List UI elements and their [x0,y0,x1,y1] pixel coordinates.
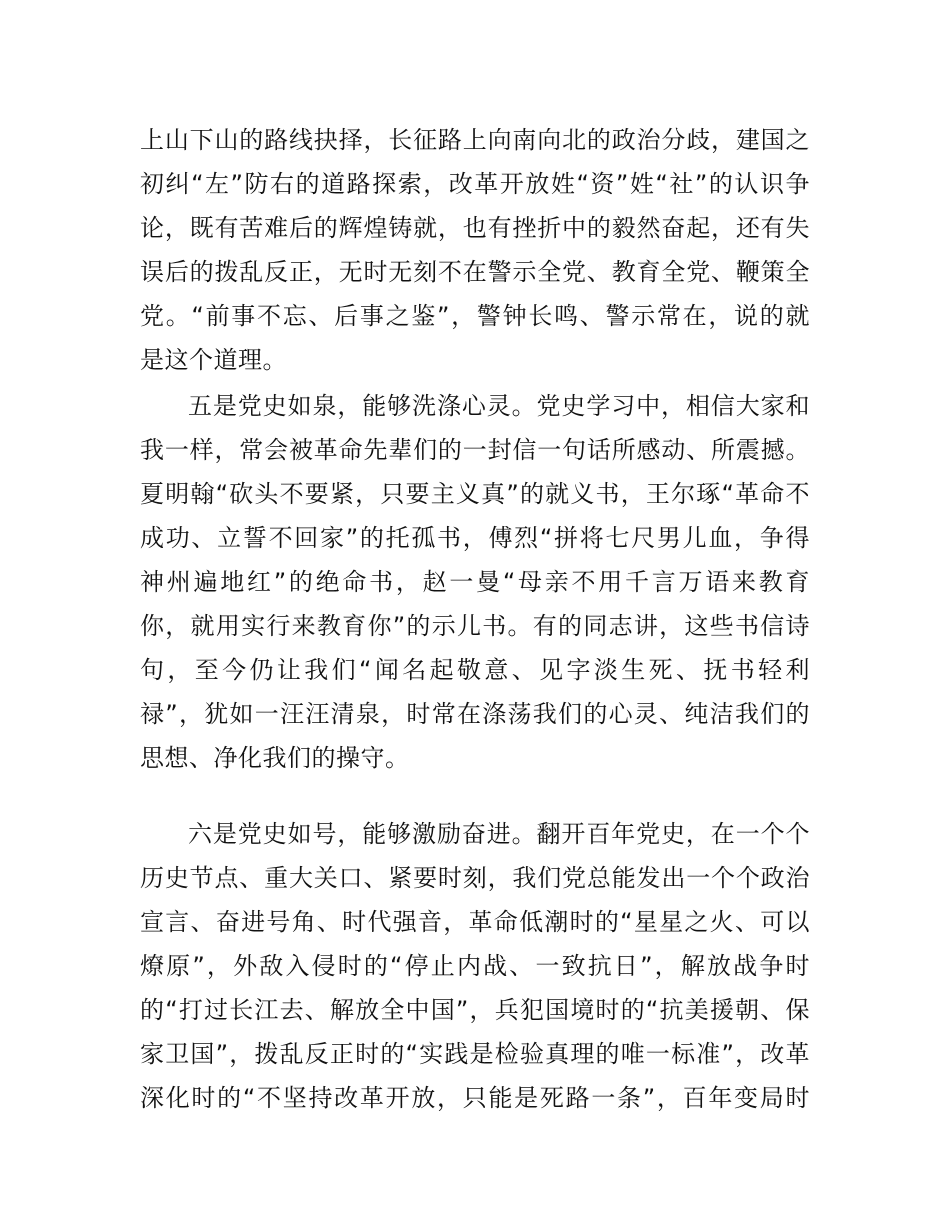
paragraph-line: 成功、立誓不回家”的托孤书，傅烈“拼将七尺男儿血，争得 [140,524,810,552]
paragraph-line: 的“打过长江去、解放全中国”，兵犯国境时的“抗美援朝、保 [140,996,810,1024]
paragraph-line: 历史节点、重大关口、紧要时刻，我们党总能发出一个个政治 [140,864,810,892]
paragraph-line: 你，就用实行来教育你”的示儿书。有的同志讲，这些书信诗 [140,612,810,640]
paragraph-line: 五是党史如泉，能够洗涤心灵。党史学习中，相信大家和 [188,392,810,420]
paragraph-line: 燎原”，外敌入侵时的“停止内战、一致抗日”，解放战争时 [140,952,810,980]
paragraph-line: 初纠“左”防右的道路探索，改革开放姓“资”姓“社”的认识争 [140,170,810,198]
paragraph-line: 句，至今仍让我们“闻名起敬意、见字淡生死、抚书轻利 [140,656,810,684]
paragraph-line: 夏明翰“砍头不要紧，只要主义真”的就义书，王尔琢“革命不 [140,480,810,508]
paragraph-line: 神州遍地红”的绝命书，赵一曼“母亲不用千言万语来教育 [140,568,810,596]
paragraph-line: 六是党史如号，能够激励奋进。翻开百年党史，在一个个 [188,820,810,848]
paragraph-line: 论，既有苦难后的辉煌铸就，也有挫折中的毅然奋起，还有失 [140,214,810,242]
paragraph-line: 我一样，常会被革命先辈们的一封信一句话所感动、所震撼。 [140,436,810,464]
paragraph-line: 家卫国”，拨乱反正时的“实践是检验真理的唯一标准”，改革 [140,1040,810,1068]
paragraph-line: 思想、净化我们的操守。 [140,744,410,772]
paragraph-line: 误后的拨乱反正，无时无刻不在警示全党、教育全党、鞭策全 [140,258,810,286]
paragraph-line: 党。“前事不忘、后事之鉴”，警钟长鸣、警示常在，说的就 [140,302,810,330]
paragraph-line: 是这个道理。 [140,346,287,374]
paragraph-line: 宣言、奋进号角、时代强音，革命低潮时的“星星之火、可以 [140,908,810,936]
paragraph-line: 上山下山的路线抉择，长征路上向南向北的政治分歧，建国之 [140,126,810,154]
paragraph-line: 深化时的“不坚持改革开放，只能是死路一条”，百年变局时 [140,1084,810,1112]
paragraph-line: 禄”，犹如一汪汪清泉，时常在涤荡我们的心灵、纯洁我们的 [140,700,810,728]
